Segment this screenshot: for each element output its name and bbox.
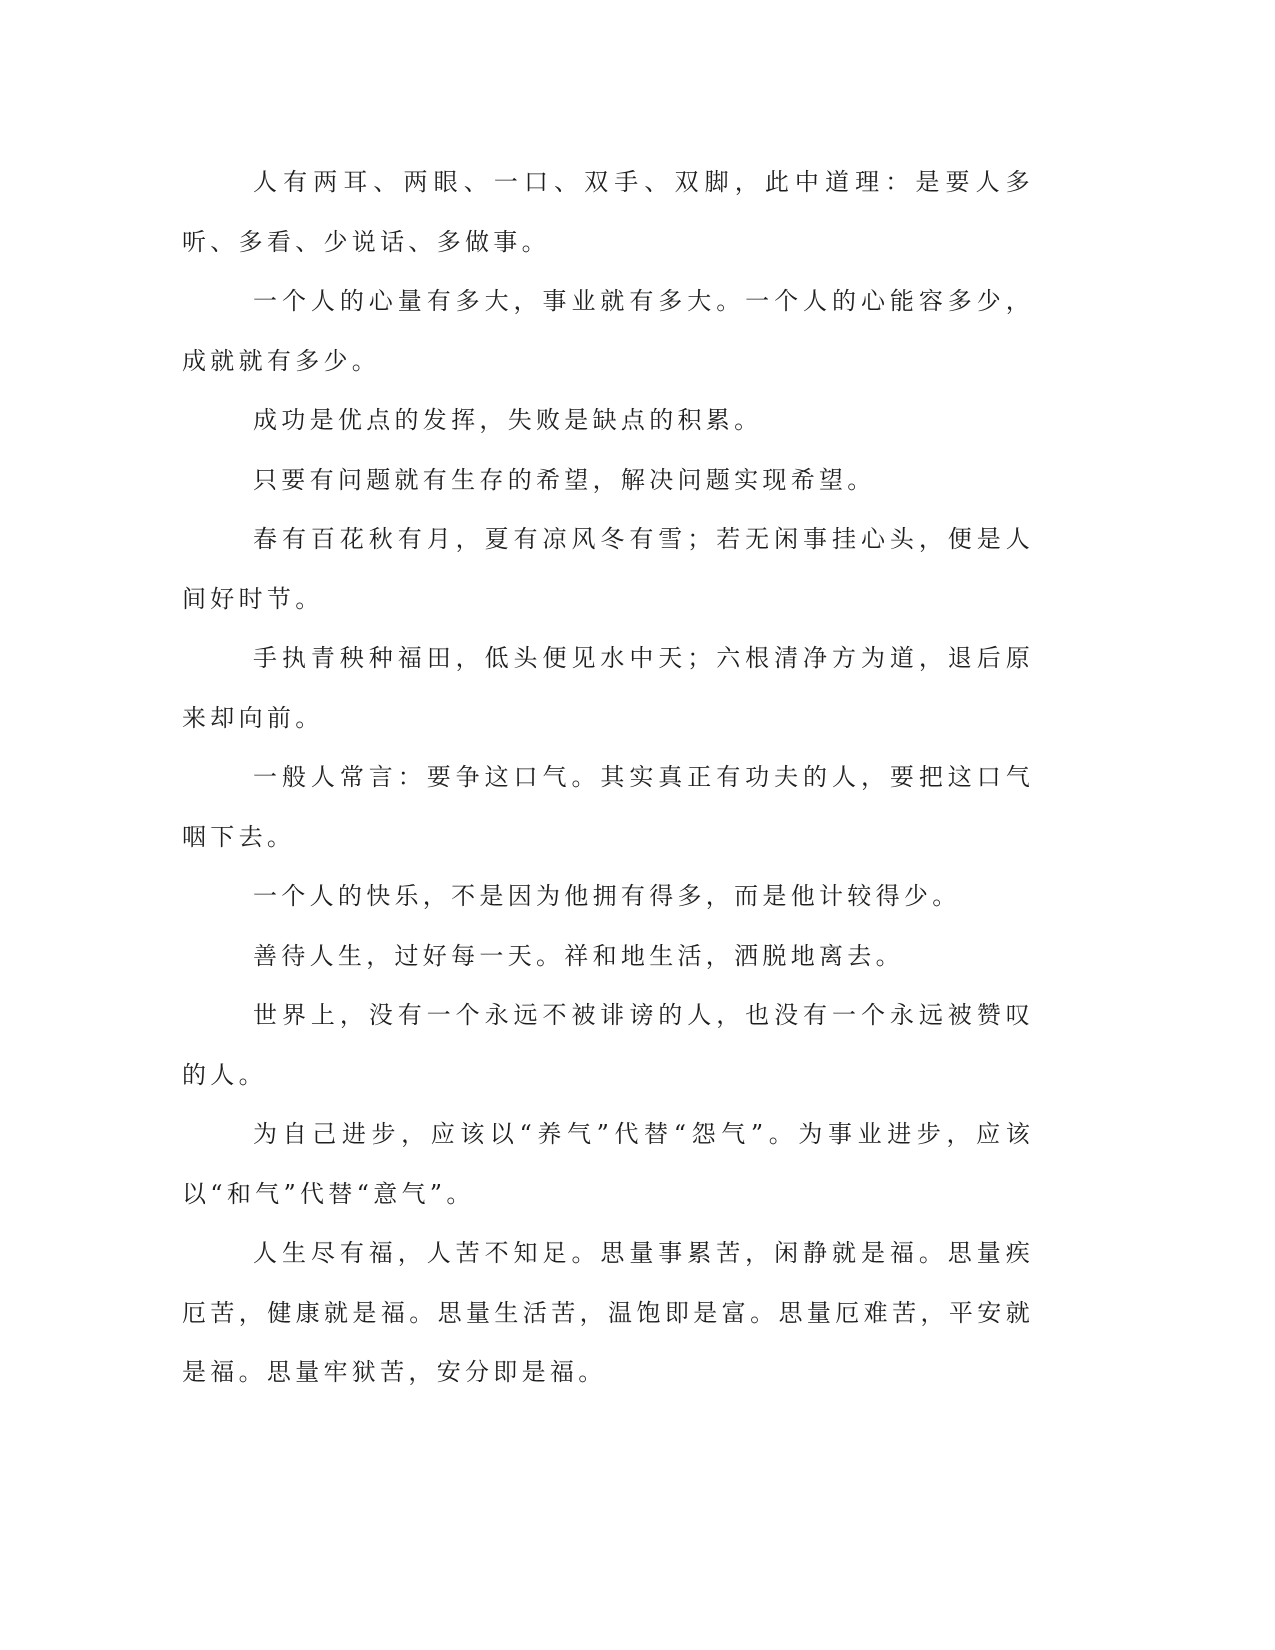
- paragraph-7: 一般人常言：要争这口气。其实真正有功夫的人，要把这口气咽下去。: [182, 763, 1034, 851]
- paragraph-3: 成功是优点的发挥，失败是缺点的积累。: [253, 406, 763, 434]
- paragraph-2: 一个人的心量有多大，事业就有多大。一个人的心能容多少，成就就有多少。: [182, 287, 1034, 375]
- paragraph-9: 善待人生，过好每一天。祥和地生活，洒脱地离去。: [253, 941, 904, 970]
- paragraph-1: 人有两耳、两眼、一口、双手、双脚，此中道理：是要人多听、多看、少说话、多做事。: [182, 168, 1034, 256]
- paragraph-6: 手执青秧种福田，低头便见水中天；六根清净方为道，退后原来却向前。: [182, 644, 1034, 732]
- paragraph-10: 世界上，没有一个永远不被诽谤的人，也没有一个永远被赞叹的人。: [182, 1001, 1034, 1089]
- paragraph-12: 人生尽有福，人苦不知足。思量事累苦，闲静就是福。思量疾厄苦，健康就是福。思量生活苦，温饱即是富。思量厄难苦，平安就是福。思量牢狱苦，安分即是福。: [182, 1239, 1034, 1386]
- paragraph-4: 只要有问题就有生存的希望，解决问题实现希望。: [253, 465, 876, 494]
- document-body: [182, 153, 1034, 1403]
- paragraph-11: 为自己进步，应该以“养气”代替“怨气”。为事业进步，应该以“和气”代替“意气”。: [182, 1120, 1034, 1208]
- paragraph-8: 一个人的快乐，不是因为他拥有得多，而是他计较得少。: [253, 882, 961, 910]
- paragraph-5: 春有百花秋有月，夏有凉风冬有雪；若无闲事挂心头，便是人间好时节。: [182, 525, 1034, 613]
